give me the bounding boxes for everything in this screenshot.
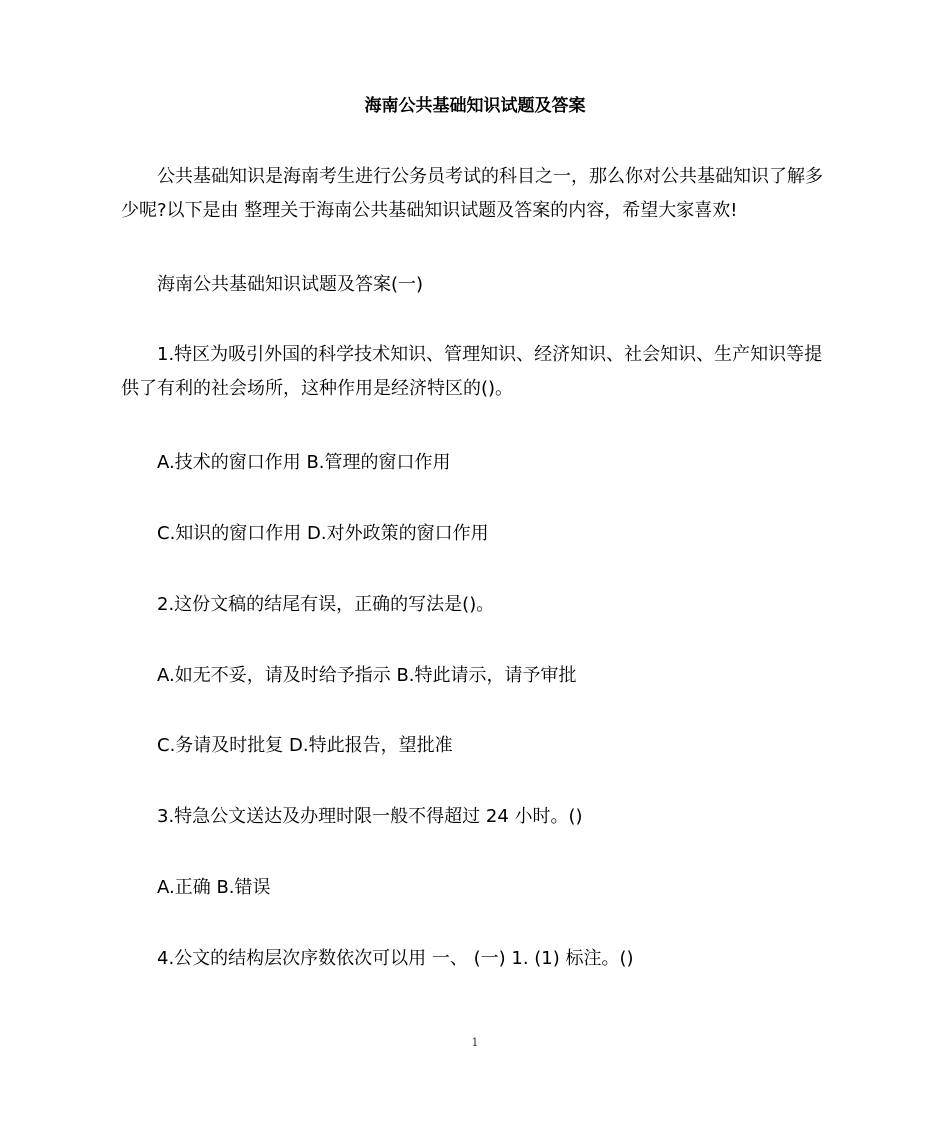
question-2-options-cd: C.务请及时批复 D.特此报告，望批准 <box>157 735 453 756</box>
question-1-options-ab: A.技术的窗口作用 B.管理的窗口作用 <box>157 452 451 473</box>
page-number: 1 <box>471 1036 479 1049</box>
question-2-options-ab: A.如无不妥，请及时给予指示 B.特此请示，请予审批 <box>157 665 577 686</box>
question-2-stem: 2.这份文稿的结尾有误，正确的写法是()。 <box>157 594 495 615</box>
question-1-stem: 1.特区为吸引外国的科学技术知识、管理知识、经济知识、社会知识、生产知识等提供了有利的社会场所，这种作用是经济特区的()。 <box>121 344 823 399</box>
document-title: 海南公共基础知识试题及答案 <box>364 96 586 116</box>
question-4-stem: 4.公文的结构层次序数依次可以用 一、 (一) 1. (1) 标注。() <box>157 948 634 969</box>
intro-paragraph: 公共基础知识是海南考生进行公务员考试的科目之一，那么你对公共基础知识了解多少呢?以下是由 整理关于海南公共基础知识试题及答案的内容，希望大家喜欢! <box>121 166 823 221</box>
question-1-options-cd: C.知识的窗口作用 D.对外政策的窗口作用 <box>157 523 489 544</box>
section-heading: 海南公共基础知识试题及答案(一) <box>157 274 424 295</box>
question-3-options: A.正确 B.错误 <box>157 877 271 898</box>
question-3-stem: 3.特急公文送达及办理时限一般不得超过 24 小时。() <box>157 806 583 827</box>
